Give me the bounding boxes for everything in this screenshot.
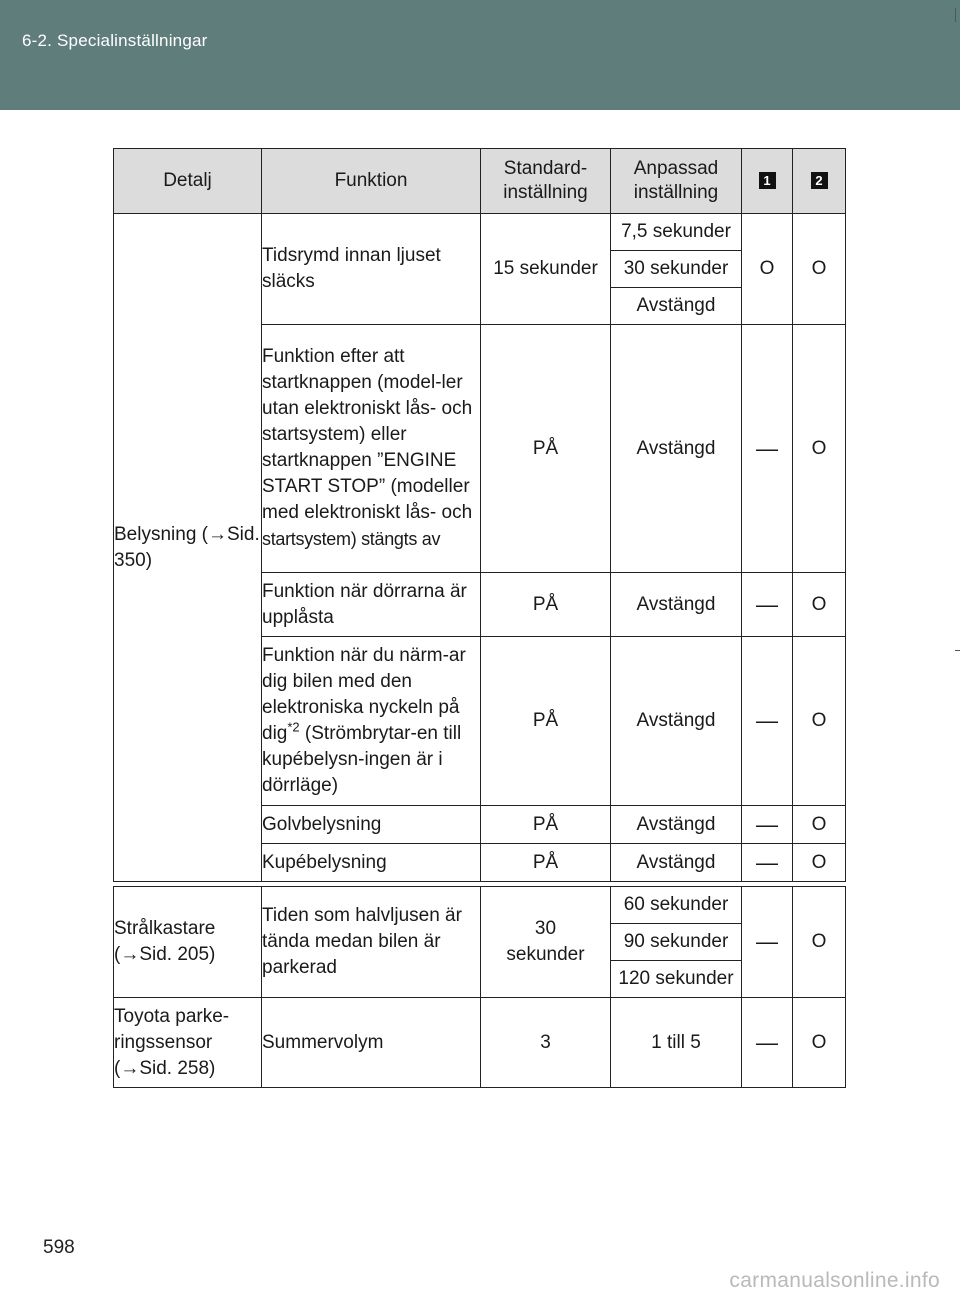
function-text-tail: startsystem) stängts av bbox=[262, 529, 441, 549]
standard-cell: PÅ bbox=[481, 325, 611, 573]
standard-cell: 3 bbox=[481, 998, 611, 1088]
function-cell bbox=[262, 637, 481, 806]
availability-cell-2: O bbox=[793, 887, 846, 998]
availability-cell-2: O bbox=[793, 325, 846, 573]
function-cell: Kupébelysning bbox=[262, 844, 481, 882]
footnote-marker: *2 bbox=[287, 719, 300, 735]
detail-cell-parkering: Toyota parke-ringssensor (→Sid. 258) bbox=[114, 998, 262, 1088]
availability-cell-2: O bbox=[793, 844, 846, 882]
standard-cell: PÅ bbox=[481, 573, 611, 637]
option-cell: 7,5 sekunder bbox=[611, 214, 742, 251]
function-cell bbox=[262, 325, 481, 573]
column-header-detail: Detalj bbox=[114, 149, 262, 214]
custom-cell: Avstängd bbox=[611, 844, 742, 882]
availability-cell-1: O bbox=[742, 214, 793, 325]
function-text: Funktion när du närm-ar dig bilen med den elektroniska nyckeln på dig bbox=[262, 645, 466, 744]
option-cell: 30 sekunder bbox=[611, 251, 742, 288]
availability-cell-2: O bbox=[793, 806, 846, 844]
crop-mark bbox=[955, 650, 960, 651]
custom-cell: Avstängd bbox=[611, 806, 742, 844]
function-cell: Summervolym bbox=[262, 998, 481, 1088]
column-header-standard: Standard-inställning bbox=[481, 149, 611, 214]
column-header-custom: Anpassad inställning bbox=[611, 149, 742, 214]
option-cell: 120 sekunder bbox=[611, 961, 742, 998]
standard-cell: 15 sekunder bbox=[481, 214, 611, 325]
detail-cell-belysning: Belysning (→Sid. 350) bbox=[114, 214, 262, 882]
column-header-function: Funktion bbox=[262, 149, 481, 214]
availability-cell-2: O bbox=[793, 214, 846, 325]
function-cell: Tiden som halvljusen är tända medan bilen är parkerad bbox=[262, 887, 481, 998]
custom-cell: Avstängd bbox=[611, 573, 742, 637]
availability-cell-1: — bbox=[742, 806, 793, 844]
custom-cell: Avstängd bbox=[611, 637, 742, 806]
table-row bbox=[114, 887, 846, 924]
section-title: 6-2. Specialinställningar bbox=[22, 31, 208, 50]
standard-cell: 30 sekunder bbox=[481, 887, 611, 998]
crop-mark bbox=[955, 8, 956, 22]
column-header-badge-2 bbox=[793, 149, 846, 214]
detail-cell-stralkastare: Strålkastare (→Sid. 205) bbox=[114, 887, 262, 998]
availability-cell-2: O bbox=[793, 573, 846, 637]
standard-cell: PÅ bbox=[481, 806, 611, 844]
availability-cell-1: — bbox=[742, 887, 793, 998]
section-header-bar bbox=[0, 0, 960, 110]
function-text: Funktion efter att startknappen (model-ler utan elektroniskt lås- och startsystem) eller startknappen ”ENGINE START STOP” (modeller med elektroniskt lås- och bbox=[262, 346, 473, 523]
column-header-badge-1 bbox=[742, 149, 793, 214]
standard-cell: PÅ bbox=[481, 844, 611, 882]
settings-table-lower bbox=[113, 886, 846, 1088]
availability-cell-2: O bbox=[793, 637, 846, 806]
badge-1-icon: 1 bbox=[759, 172, 776, 189]
watermark: carmanualsonline.info bbox=[729, 1269, 940, 1292]
page-number: 598 bbox=[43, 1237, 75, 1258]
function-cell: Funktion när dörrarna är upplåsta bbox=[262, 573, 481, 637]
availability-cell-1: — bbox=[742, 325, 793, 573]
option-cell: Avstängd bbox=[611, 288, 742, 325]
custom-cell: Avstängd bbox=[611, 325, 742, 573]
table-row bbox=[114, 214, 846, 251]
availability-cell-2: O bbox=[793, 998, 846, 1088]
function-cell: Tidsrymd innan ljuset släcks bbox=[262, 214, 481, 325]
standard-cell: PÅ bbox=[481, 637, 611, 806]
settings-table bbox=[113, 148, 846, 882]
custom-cell: 1 till 5 bbox=[611, 998, 742, 1088]
table-header-row bbox=[114, 149, 846, 214]
availability-cell-1: — bbox=[742, 573, 793, 637]
option-cell: 90 sekunder bbox=[611, 924, 742, 961]
function-cell: Golvbelysning bbox=[262, 806, 481, 844]
function-text: (Strömbrytar-en till kupébelysn-ingen är i dörrläge) bbox=[262, 723, 462, 796]
availability-cell-1: — bbox=[742, 844, 793, 882]
badge-2-icon: 2 bbox=[811, 172, 828, 189]
option-cell: 60 sekunder bbox=[611, 887, 742, 924]
table-row bbox=[114, 998, 846, 1088]
availability-cell-1: — bbox=[742, 998, 793, 1088]
availability-cell-1: — bbox=[742, 637, 793, 806]
